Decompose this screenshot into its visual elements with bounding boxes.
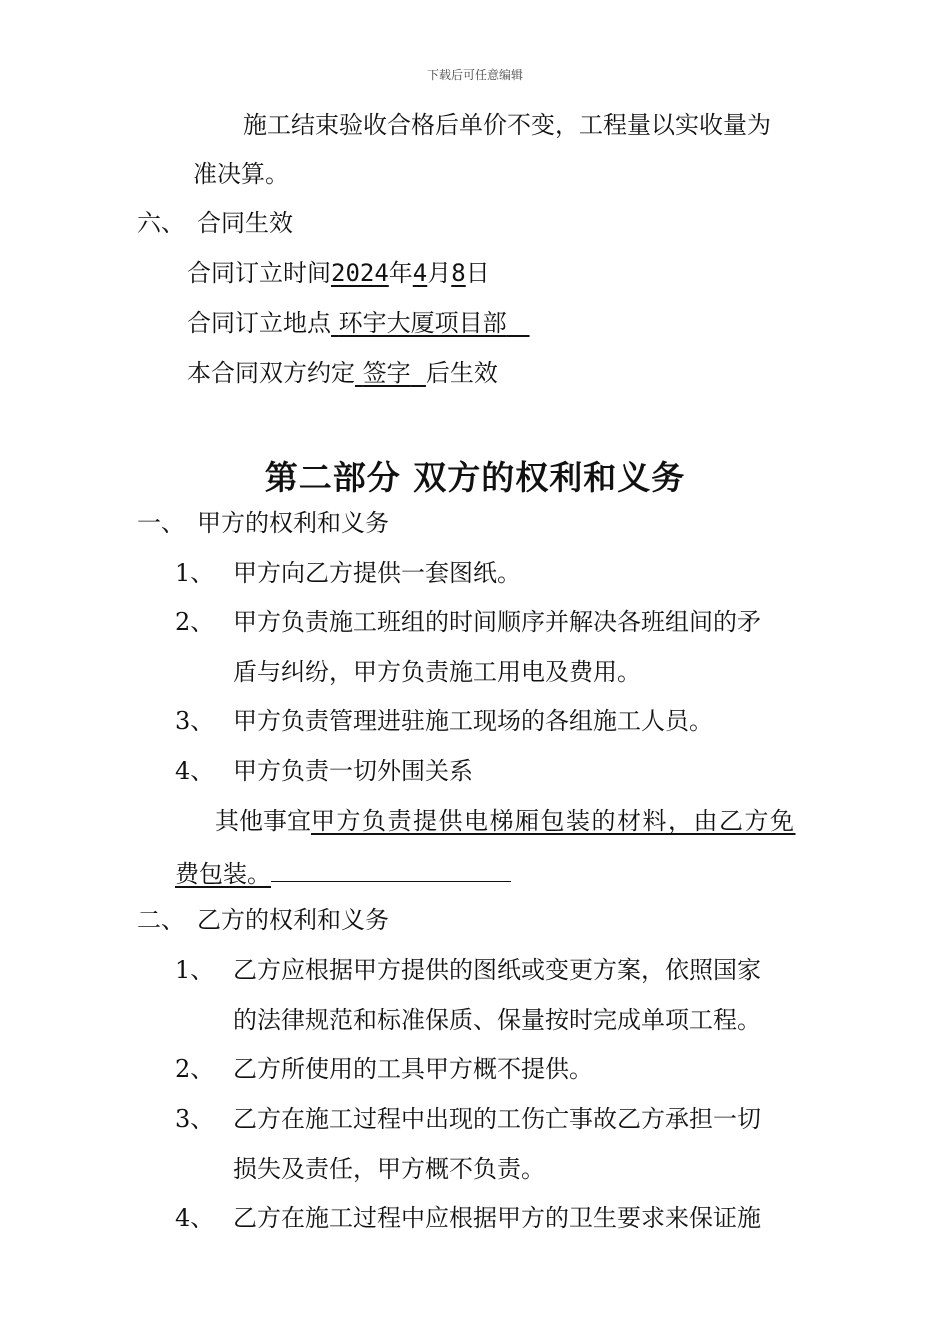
unit-label: 年 bbox=[388, 259, 413, 287]
item-number: 2、 bbox=[175, 1055, 215, 1083]
other-matters-continued bbox=[175, 855, 511, 889]
item-text: 甲方向乙方提供一套图纸。 bbox=[233, 559, 521, 587]
item-number: 4、 bbox=[175, 757, 215, 785]
other-matters-value: 费包装。 bbox=[175, 860, 271, 888]
item-number: 1、 bbox=[175, 956, 215, 984]
section-title: 合同生效 bbox=[197, 209, 293, 237]
section-title: 甲方的权利和义务 bbox=[197, 509, 389, 537]
list-item bbox=[175, 607, 761, 637]
section-number: 二、 bbox=[137, 906, 185, 934]
item-text: 甲方负责管理进驻施工现场的各组施工人员。 bbox=[233, 707, 713, 735]
month-value: 4 bbox=[412, 259, 428, 287]
section-heading bbox=[137, 208, 293, 238]
section-heading bbox=[137, 508, 389, 538]
item-text: 甲方负责施工班组的时间顺序并解决各班组间的矛 bbox=[233, 608, 761, 636]
paragraph-line: 施工结束验收合格后单价不变，工程量以实收量为 bbox=[243, 111, 771, 139]
section-number: 六、 bbox=[137, 209, 185, 237]
item-number: 1、 bbox=[175, 559, 215, 587]
paragraph-line: 准决算。 bbox=[193, 160, 289, 188]
field-label: 合同订立时间 bbox=[187, 259, 331, 287]
effect-line bbox=[187, 358, 498, 388]
list-item bbox=[175, 1054, 593, 1084]
item-number: 3、 bbox=[175, 1105, 215, 1133]
item-text: 乙方所使用的工具甲方概不提供。 bbox=[233, 1055, 593, 1083]
field-label: 本合同双方约定 bbox=[187, 359, 355, 387]
year-value: 2024 bbox=[331, 259, 389, 287]
effect-value: 签字 bbox=[362, 359, 411, 387]
section-title: 乙方的权利和义务 bbox=[197, 906, 389, 934]
other-matters-value: 甲方负责提供电梯厢包装的材料，由乙方免 bbox=[311, 807, 796, 835]
part-title: 第二部分 双方的权利和义务 bbox=[264, 458, 686, 497]
place-value: 环宇大厦项目部 bbox=[338, 309, 507, 337]
item-text-continued: 的法律规范和标准保质、保量按时完成单项工程。 bbox=[233, 1006, 761, 1034]
item-number: 4、 bbox=[175, 1204, 215, 1232]
sign-place-line bbox=[187, 308, 530, 338]
list-item bbox=[175, 558, 521, 588]
field-suffix: 后生效 bbox=[425, 359, 498, 387]
item-text: 甲方负责一切外围关系 bbox=[233, 757, 473, 785]
field-label: 其他事宜 bbox=[215, 807, 311, 835]
day-value: 8 bbox=[451, 259, 466, 287]
unit-label: 日 bbox=[465, 259, 490, 287]
item-text: 乙方应根据甲方提供的图纸或变更方案，依照国家 bbox=[233, 956, 761, 984]
list-item bbox=[175, 1203, 761, 1233]
other-matters-line bbox=[215, 806, 796, 836]
page-header: 下载后可任意编辑 bbox=[426, 68, 523, 82]
list-item bbox=[175, 955, 761, 985]
blank-underline bbox=[271, 855, 511, 882]
item-text-continued: 损失及责任，甲方概不负责。 bbox=[233, 1155, 545, 1183]
list-item bbox=[175, 706, 713, 736]
item-number: 2、 bbox=[175, 608, 215, 636]
section-number: 一、 bbox=[137, 509, 185, 537]
item-number: 3、 bbox=[175, 707, 215, 735]
unit-label: 月 bbox=[427, 259, 452, 287]
sign-date-line bbox=[187, 258, 490, 288]
item-text: 乙方在施工过程中出现的工伤亡事故乙方承担一切 bbox=[233, 1105, 761, 1133]
item-text: 乙方在施工过程中应根据甲方的卫生要求来保证施 bbox=[233, 1204, 761, 1232]
section-heading bbox=[137, 905, 389, 935]
item-text-continued: 盾与纠纷，甲方负责施工用电及费用。 bbox=[233, 658, 641, 686]
list-item bbox=[175, 1104, 761, 1134]
field-label: 合同订立地点 bbox=[187, 309, 331, 337]
list-item bbox=[175, 756, 473, 786]
